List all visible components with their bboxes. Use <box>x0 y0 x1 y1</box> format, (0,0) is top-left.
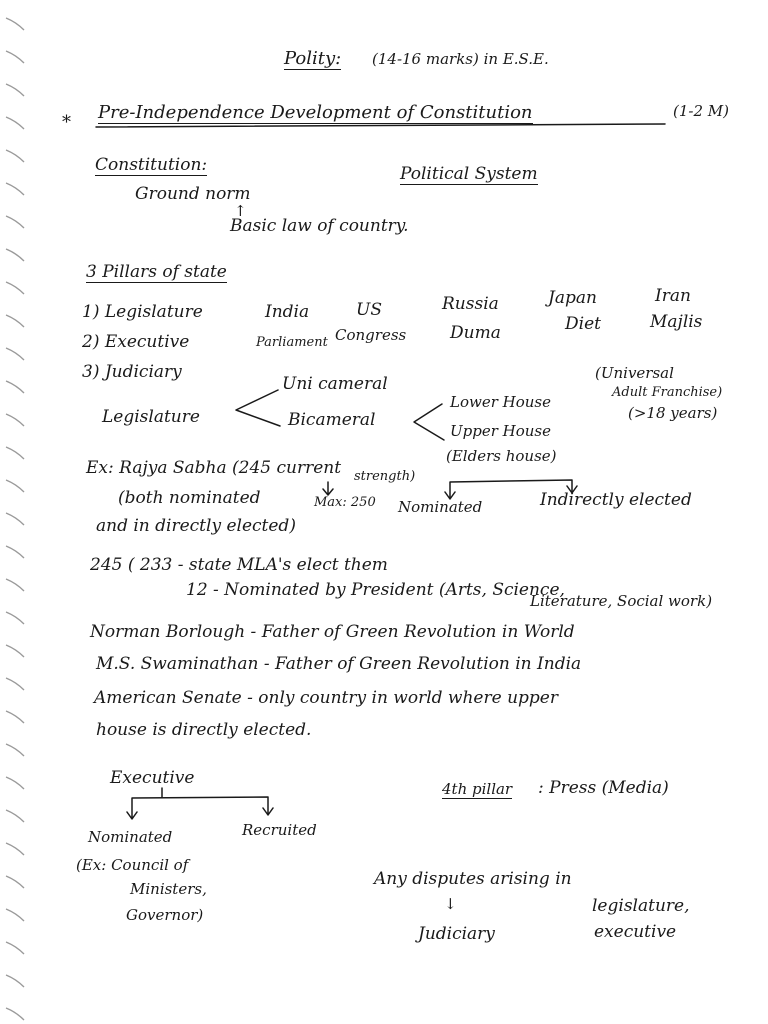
both-nominated: (both nominated <box>118 488 261 508</box>
bicameral: Bicameral <box>288 410 376 430</box>
country-india: India <box>265 302 310 322</box>
leg-congress: Congress <box>335 326 407 344</box>
down-arrow-icon: ↓ <box>444 895 457 913</box>
age-limit: (>18 years) <box>628 404 718 422</box>
bicameral-brace <box>414 404 444 440</box>
universal-franchise-2: Adult Franchise) <box>612 385 723 400</box>
fourth-pillar-label: 4th pillar <box>442 780 513 798</box>
pillars-heading: 3 Pillars of state <box>86 262 227 282</box>
country-russia: Russia <box>442 294 499 314</box>
composition-line-2: 12 - Nominated by President (Arts, Science, <box>186 580 565 600</box>
fact-senate-1: American Senate - only country in world where upper <box>94 688 558 708</box>
exec-recruited: Recruited <box>242 821 317 839</box>
spiral-ring <box>6 18 24 30</box>
country-iran: Iran <box>655 286 691 306</box>
section-title: Pre-Independence Development of Constitution <box>98 102 533 123</box>
country-japan: Japan <box>548 288 597 308</box>
constitution-label: Constitution: <box>95 155 208 175</box>
exec-example-3: Governor) <box>126 906 204 924</box>
spiral-ring <box>6 51 24 63</box>
political-system: Political System <box>400 164 538 184</box>
disputes-line-1: Any disputes arising in <box>374 869 572 889</box>
rs-indirectly-elected: Indirectly elected <box>540 490 692 510</box>
leg-majlis: Majlis <box>650 312 703 332</box>
exec-nominated: Nominated <box>88 828 173 846</box>
exec-example-1: (Ex: Council of <box>76 856 189 874</box>
spiral-ring <box>6 546 24 558</box>
spiral-ring <box>6 480 24 492</box>
spiral-ring <box>6 414 24 426</box>
spiral-ring <box>6 777 24 789</box>
rajya-sabha-example: Ex: Rajya Sabha (245 current <box>86 458 342 478</box>
upper-house: Upper House <box>450 422 552 440</box>
max-seats: Max: 250 <box>314 495 376 510</box>
leg-duma: Duma <box>450 323 501 343</box>
spiral-ring <box>6 975 24 987</box>
spiral-ring <box>6 843 24 855</box>
fact-senate-2: house is directly elected. <box>96 720 312 740</box>
spiral-binding <box>0 0 40 1024</box>
spiral-ring <box>6 579 24 591</box>
spiral-ring <box>6 612 24 624</box>
spiral-ring <box>6 645 24 657</box>
spiral-ring <box>6 447 24 459</box>
indirectly-elected-note: and in directly elected) <box>96 516 296 536</box>
marks-note: (14-16 marks) in E.S.E. <box>372 50 549 68</box>
spiral-ring <box>6 150 24 162</box>
spiral-ring <box>6 909 24 921</box>
legislature-root: Legislature <box>102 407 200 427</box>
max-arrow <box>323 482 333 495</box>
fact-borlaugh: Norman Borlough - Father of Green Revolution in World <box>90 622 575 642</box>
spiral-ring <box>6 315 24 327</box>
spiral-ring <box>6 513 24 525</box>
spiral-ring <box>6 942 24 954</box>
disputes-line-3: executive <box>594 922 677 942</box>
subject-title: Polity: <box>284 48 342 69</box>
pillar-judiciary: 3) Judiciary <box>82 362 182 382</box>
spiral-ring <box>6 183 24 195</box>
ground-norm: Ground norm <box>135 184 251 204</box>
elders-house: (Elders house) <box>446 447 557 465</box>
up-arrow-icon: ↑ <box>234 202 247 220</box>
lower-house: Lower House <box>450 393 551 411</box>
fact-swaminathan: M.S. Swaminathan - Father of Green Revolution in India <box>96 654 582 674</box>
leg-diet: Diet <box>565 314 601 334</box>
pillar-legislature: 1) Legislature <box>82 302 203 322</box>
spiral-ring <box>6 216 24 228</box>
spiral-ring <box>6 678 24 690</box>
spiral-ring <box>6 249 24 261</box>
spiral-ring <box>6 810 24 822</box>
fourth-pillar-value: : Press (Media) <box>538 778 669 798</box>
unicameral: Uni cameral <box>282 374 388 394</box>
executive-root: Executive <box>110 768 195 788</box>
section-weight: (1-2 M) <box>673 102 729 120</box>
pillar-executive: 2) Executive <box>82 332 190 352</box>
spiral-ring <box>6 117 24 129</box>
executive-fork <box>127 788 273 819</box>
spiral-ring <box>6 711 24 723</box>
country-us: US <box>356 300 382 320</box>
composition-line-1: 245 ( 233 - state MLA's elect them <box>90 555 388 575</box>
legislature-brace <box>236 390 280 426</box>
disputes-judiciary: Judiciary <box>418 924 495 944</box>
universal-franchise-1: (Universal <box>595 364 674 382</box>
spiral-ring <box>6 381 24 393</box>
rs-nominated: Nominated <box>398 498 483 516</box>
spiral-ring <box>6 1008 24 1020</box>
spiral-ring <box>6 876 24 888</box>
disputes-line-2: legislature, <box>592 896 690 916</box>
exec-example-2: Ministers, <box>130 880 207 898</box>
composition-line-3: Literature, Social work) <box>530 592 713 610</box>
leg-parliament: Parliament <box>256 335 328 350</box>
section-underline <box>96 124 665 127</box>
spiral-ring <box>6 744 24 756</box>
spiral-ring <box>6 348 24 360</box>
star-bullet: * <box>62 112 71 133</box>
basic-law: Basic law of country. <box>230 216 409 236</box>
spiral-ring <box>6 84 24 96</box>
spiral-ring <box>6 282 24 294</box>
rajya-strength: strength) <box>354 469 416 484</box>
